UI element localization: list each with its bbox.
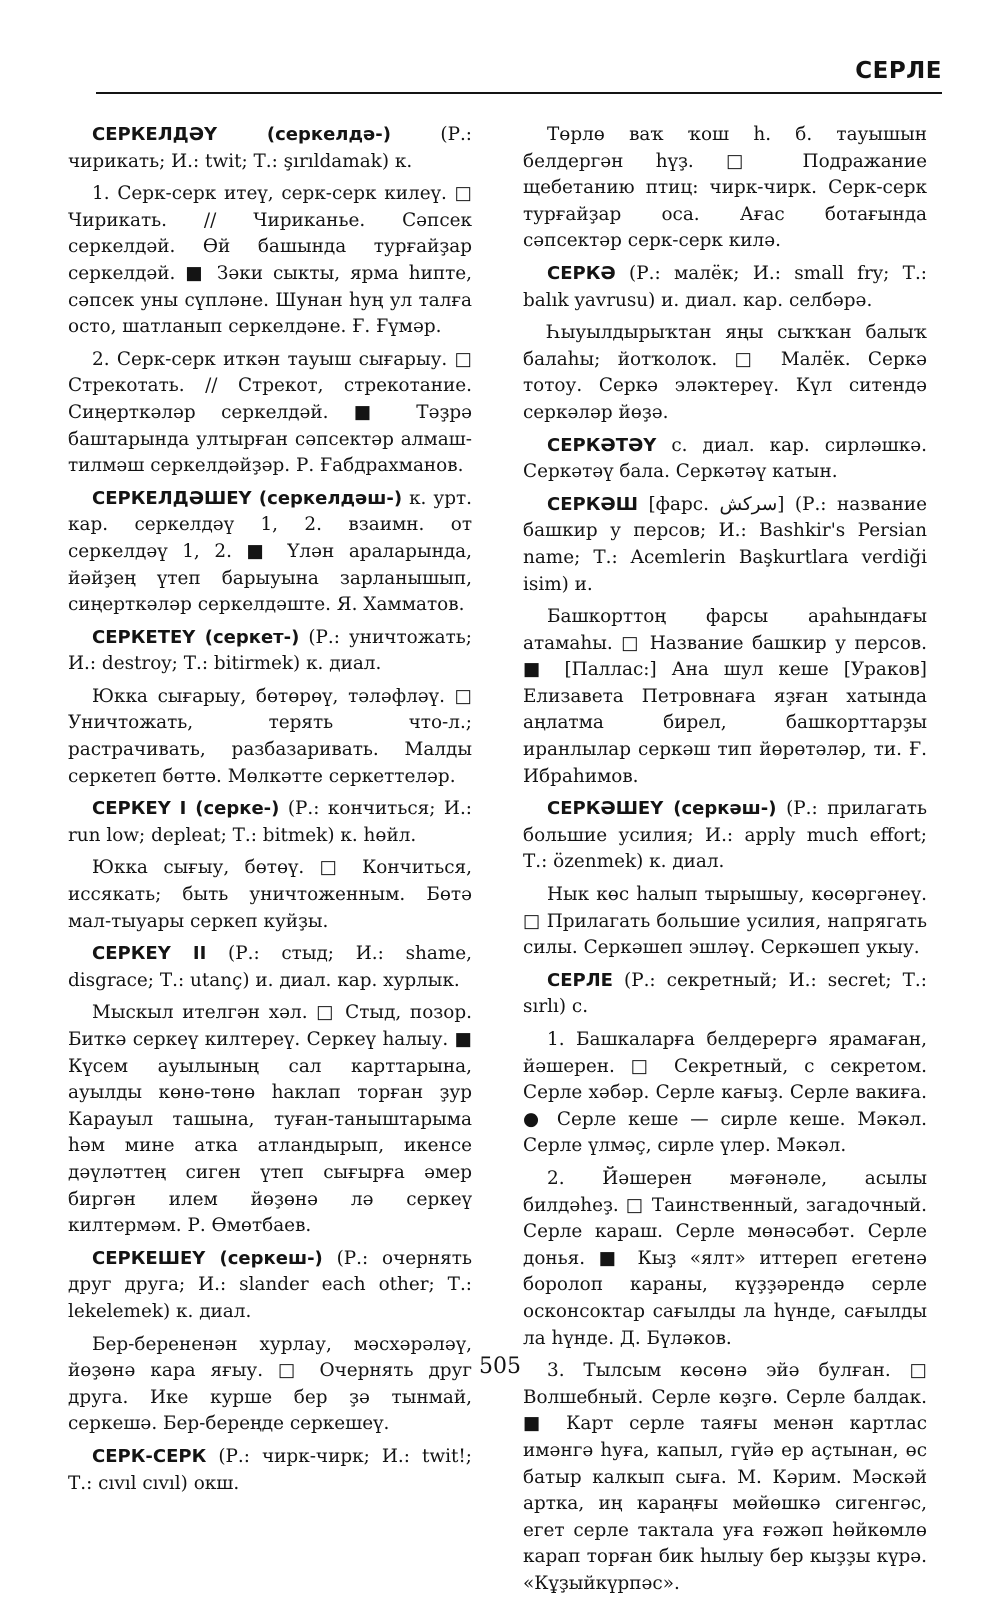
headword: СЕРЛЕ [547, 969, 613, 991]
entry-body: (Р.: прилагать большие усилия; И.: apply much effort; Т.: özenmek) к. диал. [523, 798, 927, 873]
entry-body: (Р.: малёк; И.: small fry; Т.: balık yavrusu) и. диал. кар. селбәрә. [523, 262, 927, 311]
sense-paragraph: 1. Башкаларға белдерергә ярамаған, йәшерен. □ Секретный, с секретом. Серле хәбәр. Серле кағыҙ. Серле вакиға. ● Серле кеше — сирле кеше. Мәкәл. Серле үлмәҫ, сирле үлер. Мәкәл. [523, 1029, 927, 1157]
page-number: 505 [479, 1354, 521, 1379]
headword: СЕРКӘТӘҮ [547, 434, 657, 456]
left-column [68, 122, 472, 1503]
entry-body: к. урт. кар. серкелдәү 1, 2. взаимн. от серкелдәү 1, 2. ■ Үлән араларында, йәйҙең үтеп барыуына зарланышып, сиңерткәләр серкелдәште. Я. Хамматов. [68, 487, 472, 616]
entry-body: (Р.: чирикать; И.: twit; Т.: şırıldamak) к. [68, 124, 472, 172]
right-column [523, 122, 927, 1603]
running-head: СЕРЛЕ [855, 58, 942, 84]
sense-paragraph: Юкка сығарыу, бөтөрөү, тәләфләү. □ Уничтожать, терять что-л.; растрачивать, разбазаривать. Малды серкетеп бөттө. Мөлкәтте серкеттеләр. [68, 685, 472, 787]
entry-body: (Р.: уничтожать; И.: destroy; Т.: bitirmek) к. диал. [68, 626, 472, 675]
entry-body: (Р.: чирк-чирк; И.: twit!; Т.: cıvıl cıvıl) окш. [68, 1445, 472, 1494]
sense-paragraph: Мыскыл ителгән хәл. □ Стыд, позор. Биткә серкеү килтереү. Серкеү һалыу. ■ Күсем ауылының сал карттарына, ауылды көнө-төнө һаклап торған ҙур Карауыл ташына, туған-таныштарыма һәм мине атка атландырып, икенсе дәүләттең сиген үтеп сығырға әмер биргән илем йөҙөнә лә серкеү килтермәм. Р. Өмөтбаев. [68, 1002, 472, 1237]
sense-paragraph: 2. Серк-серк иткән тауыш сығарыу. □ Стрекотать. // Стрекот, стрекотание. Сиңерткәләр серкелдәй. ■ Тәҙрә баштарында ултырған сәпсектәр алмаш-тилмәш серкелдәйҙәр. Р. Ғабдрахманов. [68, 348, 472, 477]
headword: СЕРК-СЕРК [92, 1445, 207, 1467]
entry-serkeu-2 [68, 941, 472, 994]
headword: СЕРКЕЛДӘШЕҮ (серкелдәш-) [92, 487, 403, 509]
entry-body: (Р.: стыд; И.: shame, disgrace; Т.: utanç) и. диал. кар. хурлык. [68, 943, 472, 991]
entry-serkeldesheu [68, 486, 472, 619]
sense-paragraph: 1. Серк-серк итеү, серк-серк килеү. □ Чирикать. // Чириканье. Сәпсек серкелдәй. Өй башында турғайҙар серкелдәй. ■ Зәки сыкты, ярма һипте, сәпсек уны сүпләне. Шунан һуң ул талға осто, шатланып серкелдәне. Ғ. Ғүмәр. [68, 183, 472, 338]
entry-serkesheu-effort [523, 796, 927, 876]
entry-serkesheu [68, 1246, 472, 1326]
entry-body: [фарс. سرکش] (Р.: название башкир у персов; И.: Bashkir's Persian name; Т.: Acemlerin Başkurtlara verdiği isim) и. [523, 493, 927, 595]
headword: СЕРКӘ [547, 262, 616, 284]
sense-paragraph: Башкорттоң фарсы араһындағы атамаһы. □ Название башкир у персов. ■ [Паллас:] Ана шул кеше [Ураков] Елизавета Петровнаға яҙған хатында аңлатма бирел, башкорттарҙы иранлылар серкәш тип йөрөтәләр, ти. Ғ. Ибраһимов. [523, 606, 927, 787]
entry-serkesh [523, 492, 927, 598]
headword: СЕРКЕТЕҮ (серкет-) [92, 626, 300, 648]
entry-serle [523, 968, 927, 1021]
entry-serkeldeu [68, 122, 472, 175]
headword: СЕРКӘШЕҮ (серкәш-) [547, 798, 777, 820]
headword: СЕРКЕҮ II [92, 943, 207, 965]
sense-paragraph: 2. Йәшерен мәғәнәле, асылы билдәһеҙ. □ Таинственный, загадочный. Серле караш. Серле мөнәсәбәт. Серле донья. ■ Кыҙ «ялт» иттереп егетенә боролоп караны, күҙҙәрендә серле осконсоктар сағылды ла һүнде, сағылды ла һүнде. Д. Бүләков. [523, 1167, 927, 1349]
entry-body: (Р.: очернять друг друга; И.: slander each other; Т.: lekelemek) к. диал. [68, 1247, 472, 1322]
entry-serkeu-1 [68, 796, 472, 849]
headword: СЕРКӘШ [547, 493, 638, 515]
entry-body: с. диал. кар. сирләшкә. Серкәтәү бала. Серкәтәү катын. [523, 434, 927, 483]
sense-paragraph: Нык көс һалып тырышыу, көсөргәнеү. □ Прилагать большие усилия, напрягать силы. Серкәшеп эшләү. Серкәшеп укыу. [523, 884, 927, 959]
sense-paragraph: Бер-берененән хурлау, мәсхәрәләү, йөҙөнә кара яғыу. □ Очернять друг друга. Ике курше бер ҙә тынмай, серкешә. Бер-береңде серкешеү. [68, 1333, 472, 1435]
sense-paragraph: Төрлө ваҡ ҡош һ. б. тауышын белдергән һүҙ. □ Подражание щебетанию птиц: чирк-чирк. Серк-серк турғайҙар оса. Ағас ботағында сәпсектәр серк-серк килә. [523, 124, 927, 252]
entry-body: (Р.: кончиться; И.: run low; depleat; Т.: bitmek) к. һөйл. [68, 798, 472, 846]
sense-paragraph: Һыуылдырыҡтан яңы сыҡҡан балыҡ балаһы; йотҡолоҡ. □ Малёк. Серкә тотоу. Серкә эләктереү. Күл ситендә серкәләр йөҙә. [523, 322, 927, 423]
entry-body: (Р.: секретный; И.: secret; Т.: sırlı) с. [523, 969, 927, 1018]
sense-paragraph: Юкка сығыу, бөтөү. □ Кончиться, иссякать; быть уничтоженным. Бөтә мал-тыуары серкеп куйҙы. [68, 857, 472, 932]
entry-serke [523, 261, 927, 314]
headword: СЕРКЕШЕҮ (серкеш-) [92, 1247, 323, 1269]
headword: СЕРКЕҮ I (серке-) [92, 798, 280, 820]
headword: СЕРКЕЛДӘҮ (серкелдә-) [92, 124, 391, 145]
sense-paragraph: 3. Тылсым көсөнә эйә булған. □ Волшебный. Серле көҙгө. Серле балдак. ■ Карт серле таяғы менән картлас имәнгә һуға, капыл, гүйә ер аҫтынан, өс батыр калкып сыға. М. Кәрим. Мәскәй артка, иң караңғы мөйөшкә сигенгәс, егет серле тактала уға ғәжәп һөйкөмлө карап торған бик һылыу бер кыҙҙы күрә. «Кұҙыйкүрпәс». [523, 1360, 927, 1594]
entry-serketeu [523, 433, 927, 486]
entry-serketeu [68, 625, 472, 678]
header-rule [96, 92, 942, 94]
